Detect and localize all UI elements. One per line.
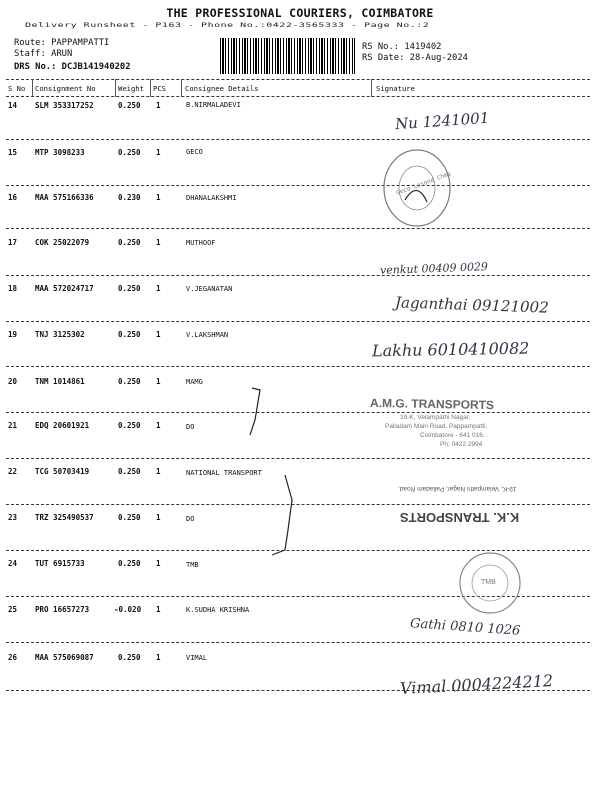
col-divider [32, 79, 33, 97]
kk-stamp-name: K.K. TRANSPORTS [400, 510, 520, 525]
row-weight: 0.250 [118, 467, 141, 476]
row-consignment: MTP 3098233 [35, 148, 85, 157]
signature-row-17: venkut 00409 0029 [379, 260, 489, 277]
signature-row-14: Nu 1241001 [394, 108, 490, 134]
row-consignee: MUTHOOF [186, 239, 216, 247]
document-title: THE PROFESSIONAL COURIERS, COIMBATORE [166, 6, 434, 20]
row-pcs: 1 [156, 377, 161, 386]
row-weight: 0.250 [118, 653, 141, 662]
row-consignee: VIMAL [186, 654, 208, 662]
row-consignment: TNM 1014861 [35, 377, 85, 386]
geco-stamp-text: Geco Lesond Chms [395, 170, 453, 197]
row-weight: 0.250 [118, 421, 141, 430]
row-consignment: TUT 6915733 [35, 559, 85, 568]
row-sno: 24 [8, 559, 18, 568]
row-sno: 16 [8, 193, 18, 202]
row-sno: 23 [8, 513, 18, 522]
row-consignee: B.NIRMALADEVI [186, 101, 241, 109]
row-consignment: TRZ 325490537 [35, 513, 94, 522]
row-sno: 25 [8, 605, 18, 614]
amg-stamp-phone: Ph: 0422 2994 [440, 441, 483, 448]
col-divider [115, 79, 116, 97]
row-consignment: PRO 16657273 [35, 605, 90, 614]
row-consignment: COK 25022079 [35, 238, 90, 247]
row-consignee: K.SUDHA KRISHNA [186, 606, 250, 614]
staff-label: Staff: ARUN [14, 49, 73, 59]
row-pcs: 1 [156, 653, 161, 662]
row-weight: -0.020 [114, 605, 142, 614]
row-consignee: DO [186, 515, 195, 523]
signature-row-26: Vimal 0004224212 [399, 671, 554, 698]
bracket-stroke [230, 380, 310, 570]
row-rule [6, 642, 590, 643]
row-sno: 15 [8, 148, 18, 157]
row-consignee: DHANALAKSHMI [186, 194, 237, 202]
row-consignee: TMB [186, 561, 199, 569]
row-consignment: SLM 353317252 [35, 101, 94, 110]
row-consignment: TCG 50703419 [35, 467, 90, 476]
row-consignee: V.JEGANATAN [186, 285, 233, 293]
row-pcs: 1 [156, 467, 161, 476]
runsheet-subtitle: Delivery Runsheet - P163 - Phone No.:0422-3565333 - Page No.:2 [25, 22, 430, 29]
row-consignee: DO [186, 423, 195, 431]
row-consignee: V.LAKSHMAN [186, 331, 229, 339]
rs-date: RS Date: 28-Aug-2024 [362, 53, 468, 63]
col-divider [181, 79, 182, 97]
col-consignee: Consignee Details [185, 84, 259, 93]
row-pcs: 1 [156, 330, 161, 339]
drs-number: DRS No.: DCJB141940202 [14, 62, 131, 72]
row-consignee: MAMG [186, 378, 203, 386]
row-pcs: 1 [156, 605, 161, 614]
row-sno: 26 [8, 653, 18, 662]
row-consignment: EDQ 20601921 [35, 421, 90, 430]
col-weight: Weight [118, 84, 144, 93]
col-divider [371, 79, 372, 97]
signature-row-19: Lakhu 6010410082 [371, 338, 530, 361]
row-weight: 0.250 [118, 330, 141, 339]
header-top-rule [6, 79, 590, 80]
row-pcs: 1 [156, 193, 161, 202]
row-rule [6, 139, 590, 140]
row-sno: 21 [8, 421, 18, 430]
row-pcs: 1 [156, 513, 161, 522]
amg-stamp-name: A.M.G. TRANSPORTS [369, 395, 495, 413]
kk-stamp-addr: 19-K, Velampathi Nagar, Palladam Road, [398, 485, 517, 492]
signature-row-25: Gathi 0810 1026 [409, 616, 521, 639]
row-sno: 20 [8, 377, 18, 386]
row-consignment: MAA 572024717 [35, 284, 94, 293]
amg-stamp-addr3: Coimbatore - 641 016. [420, 432, 485, 439]
row-rule [6, 275, 590, 276]
row-sno: 19 [8, 330, 18, 339]
row-weight: 0.250 [118, 377, 141, 386]
amg-stamp-addr2: Palladam Main Road, Pappampatti, [385, 423, 488, 430]
header-bottom-rule [6, 96, 590, 97]
row-consignee: NATIONAL TRANSPORT [186, 469, 262, 477]
row-pcs: 1 [156, 148, 161, 157]
col-signature: Signature [376, 84, 415, 93]
row-consignment: MAA 575166336 [35, 193, 94, 202]
barcode [220, 38, 355, 74]
row-weight: 0.250 [118, 513, 141, 522]
row-pcs: 1 [156, 421, 161, 430]
row-weight: 0.250 [118, 284, 141, 293]
row-consignment: MAA 575069087 [35, 653, 94, 662]
row-pcs: 1 [156, 101, 161, 110]
row-rule [6, 185, 590, 186]
row-weight: 0.250 [118, 148, 141, 157]
row-pcs: 1 [156, 238, 161, 247]
col-pcs: PCS [153, 84, 166, 93]
row-sno: 18 [8, 284, 18, 293]
route-label: Route: PAPPAMPATTI [14, 38, 110, 48]
row-weight: 0.230 [118, 193, 141, 202]
row-sno: 22 [8, 467, 18, 476]
col-consignment: Consignment No [35, 84, 96, 93]
tmb-stamp-text: TMB [481, 579, 496, 586]
row-consignment: TNJ 3125302 [35, 330, 85, 339]
row-pcs: 1 [156, 284, 161, 293]
rs-number: RS No.: 1419402 [362, 42, 442, 52]
col-sno: S No [8, 84, 26, 93]
row-consignee: GECO [186, 148, 203, 156]
signature-row-18: Jaganthai 09121002 [394, 293, 549, 317]
row-sno: 17 [8, 238, 18, 247]
amg-stamp-addr1: 19-K, Velampathi Nagar, [400, 414, 471, 421]
row-weight: 0.250 [118, 238, 141, 247]
col-divider [150, 79, 151, 97]
row-pcs: 1 [156, 559, 161, 568]
row-rule [6, 228, 590, 229]
row-weight: 0.250 [118, 559, 141, 568]
row-sno: 14 [8, 101, 18, 110]
row-rule [6, 366, 590, 367]
row-rule [6, 321, 590, 322]
row-weight: 0.250 [118, 101, 141, 110]
